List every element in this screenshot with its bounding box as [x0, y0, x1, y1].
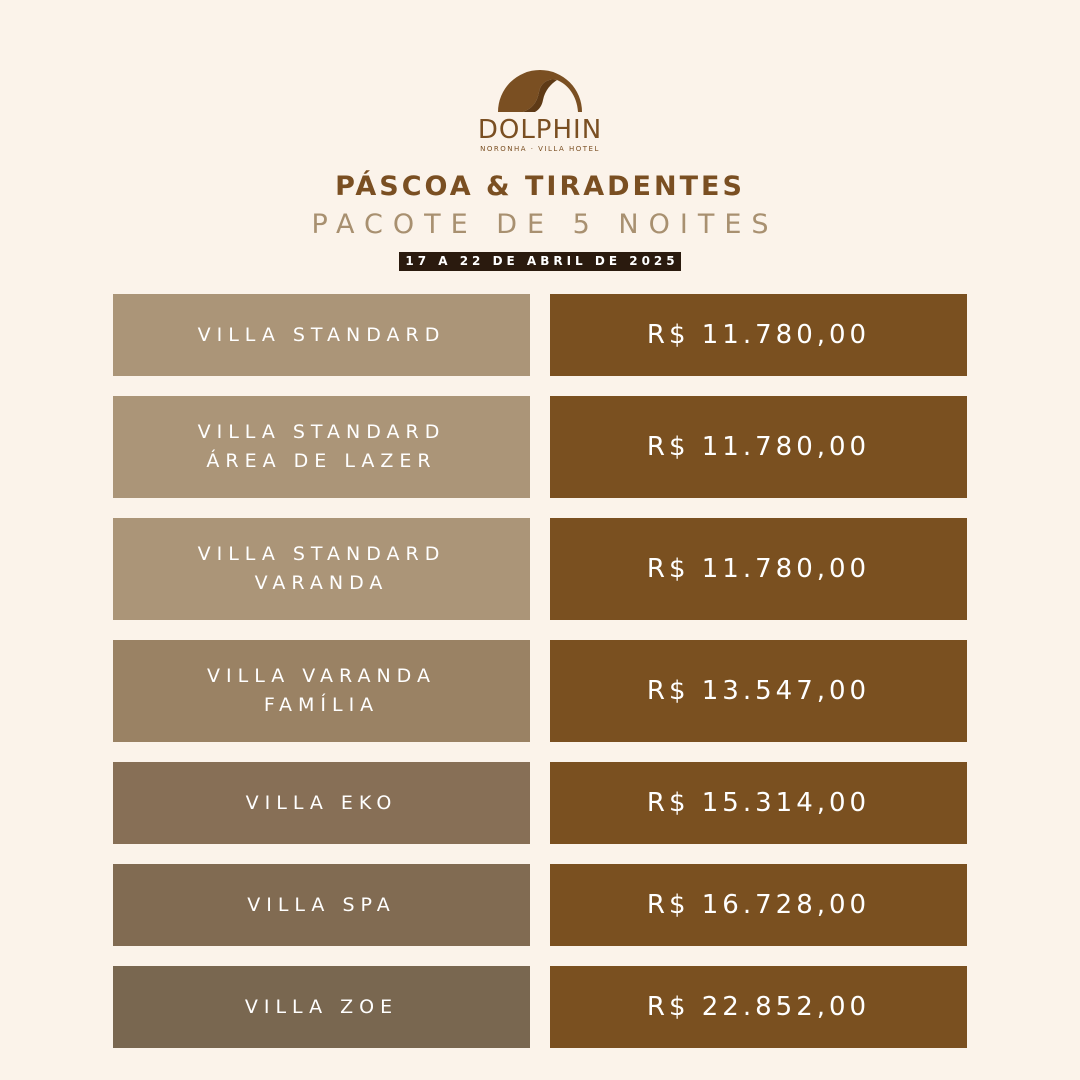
logo [0, 50, 1080, 154]
villa-name: VILLA SPA [113, 864, 530, 946]
villa-name: VILLA STANDARD [113, 294, 530, 376]
villa-price: R$ 16.728,00 [550, 864, 967, 946]
villa-price: R$ 11.780,00 [550, 396, 967, 498]
villa-name: VILLA STANDARD VARANDA [113, 518, 530, 620]
villa-name: VILLA EKO [113, 762, 530, 844]
villa-price: R$ 15.314,00 [550, 762, 967, 844]
price-table [113, 294, 967, 1068]
villa-price: R$ 22.852,00 [550, 966, 967, 1048]
table-row [113, 518, 967, 620]
brand-name: DOLPHIN [477, 115, 603, 145]
villa-price: R$ 11.780,00 [550, 294, 967, 376]
dolphin-logo-icon [495, 50, 585, 114]
table-row [113, 640, 967, 742]
table-row [113, 396, 967, 498]
table-row [113, 762, 967, 844]
villa-name: VILLA STANDARD ÁREA DE LAZER [113, 396, 530, 498]
page-title: PÁSCOA & TIRADENTES [335, 171, 745, 202]
table-row [113, 864, 967, 946]
villa-name: VILLA VARANDA FAMÍLIA [113, 640, 530, 742]
brand-tagline: NORONHA · VILLA HOTEL [480, 145, 600, 153]
date-badge: 17 A 22 DE ABRIL DE 2025 [399, 252, 680, 271]
villa-price: R$ 13.547,00 [550, 640, 967, 742]
table-row [113, 294, 967, 376]
villa-price: R$ 11.780,00 [550, 518, 967, 620]
page-subtitle: PACOTE DE 5 NOITES [311, 209, 779, 240]
villa-name: VILLA ZOE [113, 966, 530, 1048]
table-row [113, 966, 967, 1048]
